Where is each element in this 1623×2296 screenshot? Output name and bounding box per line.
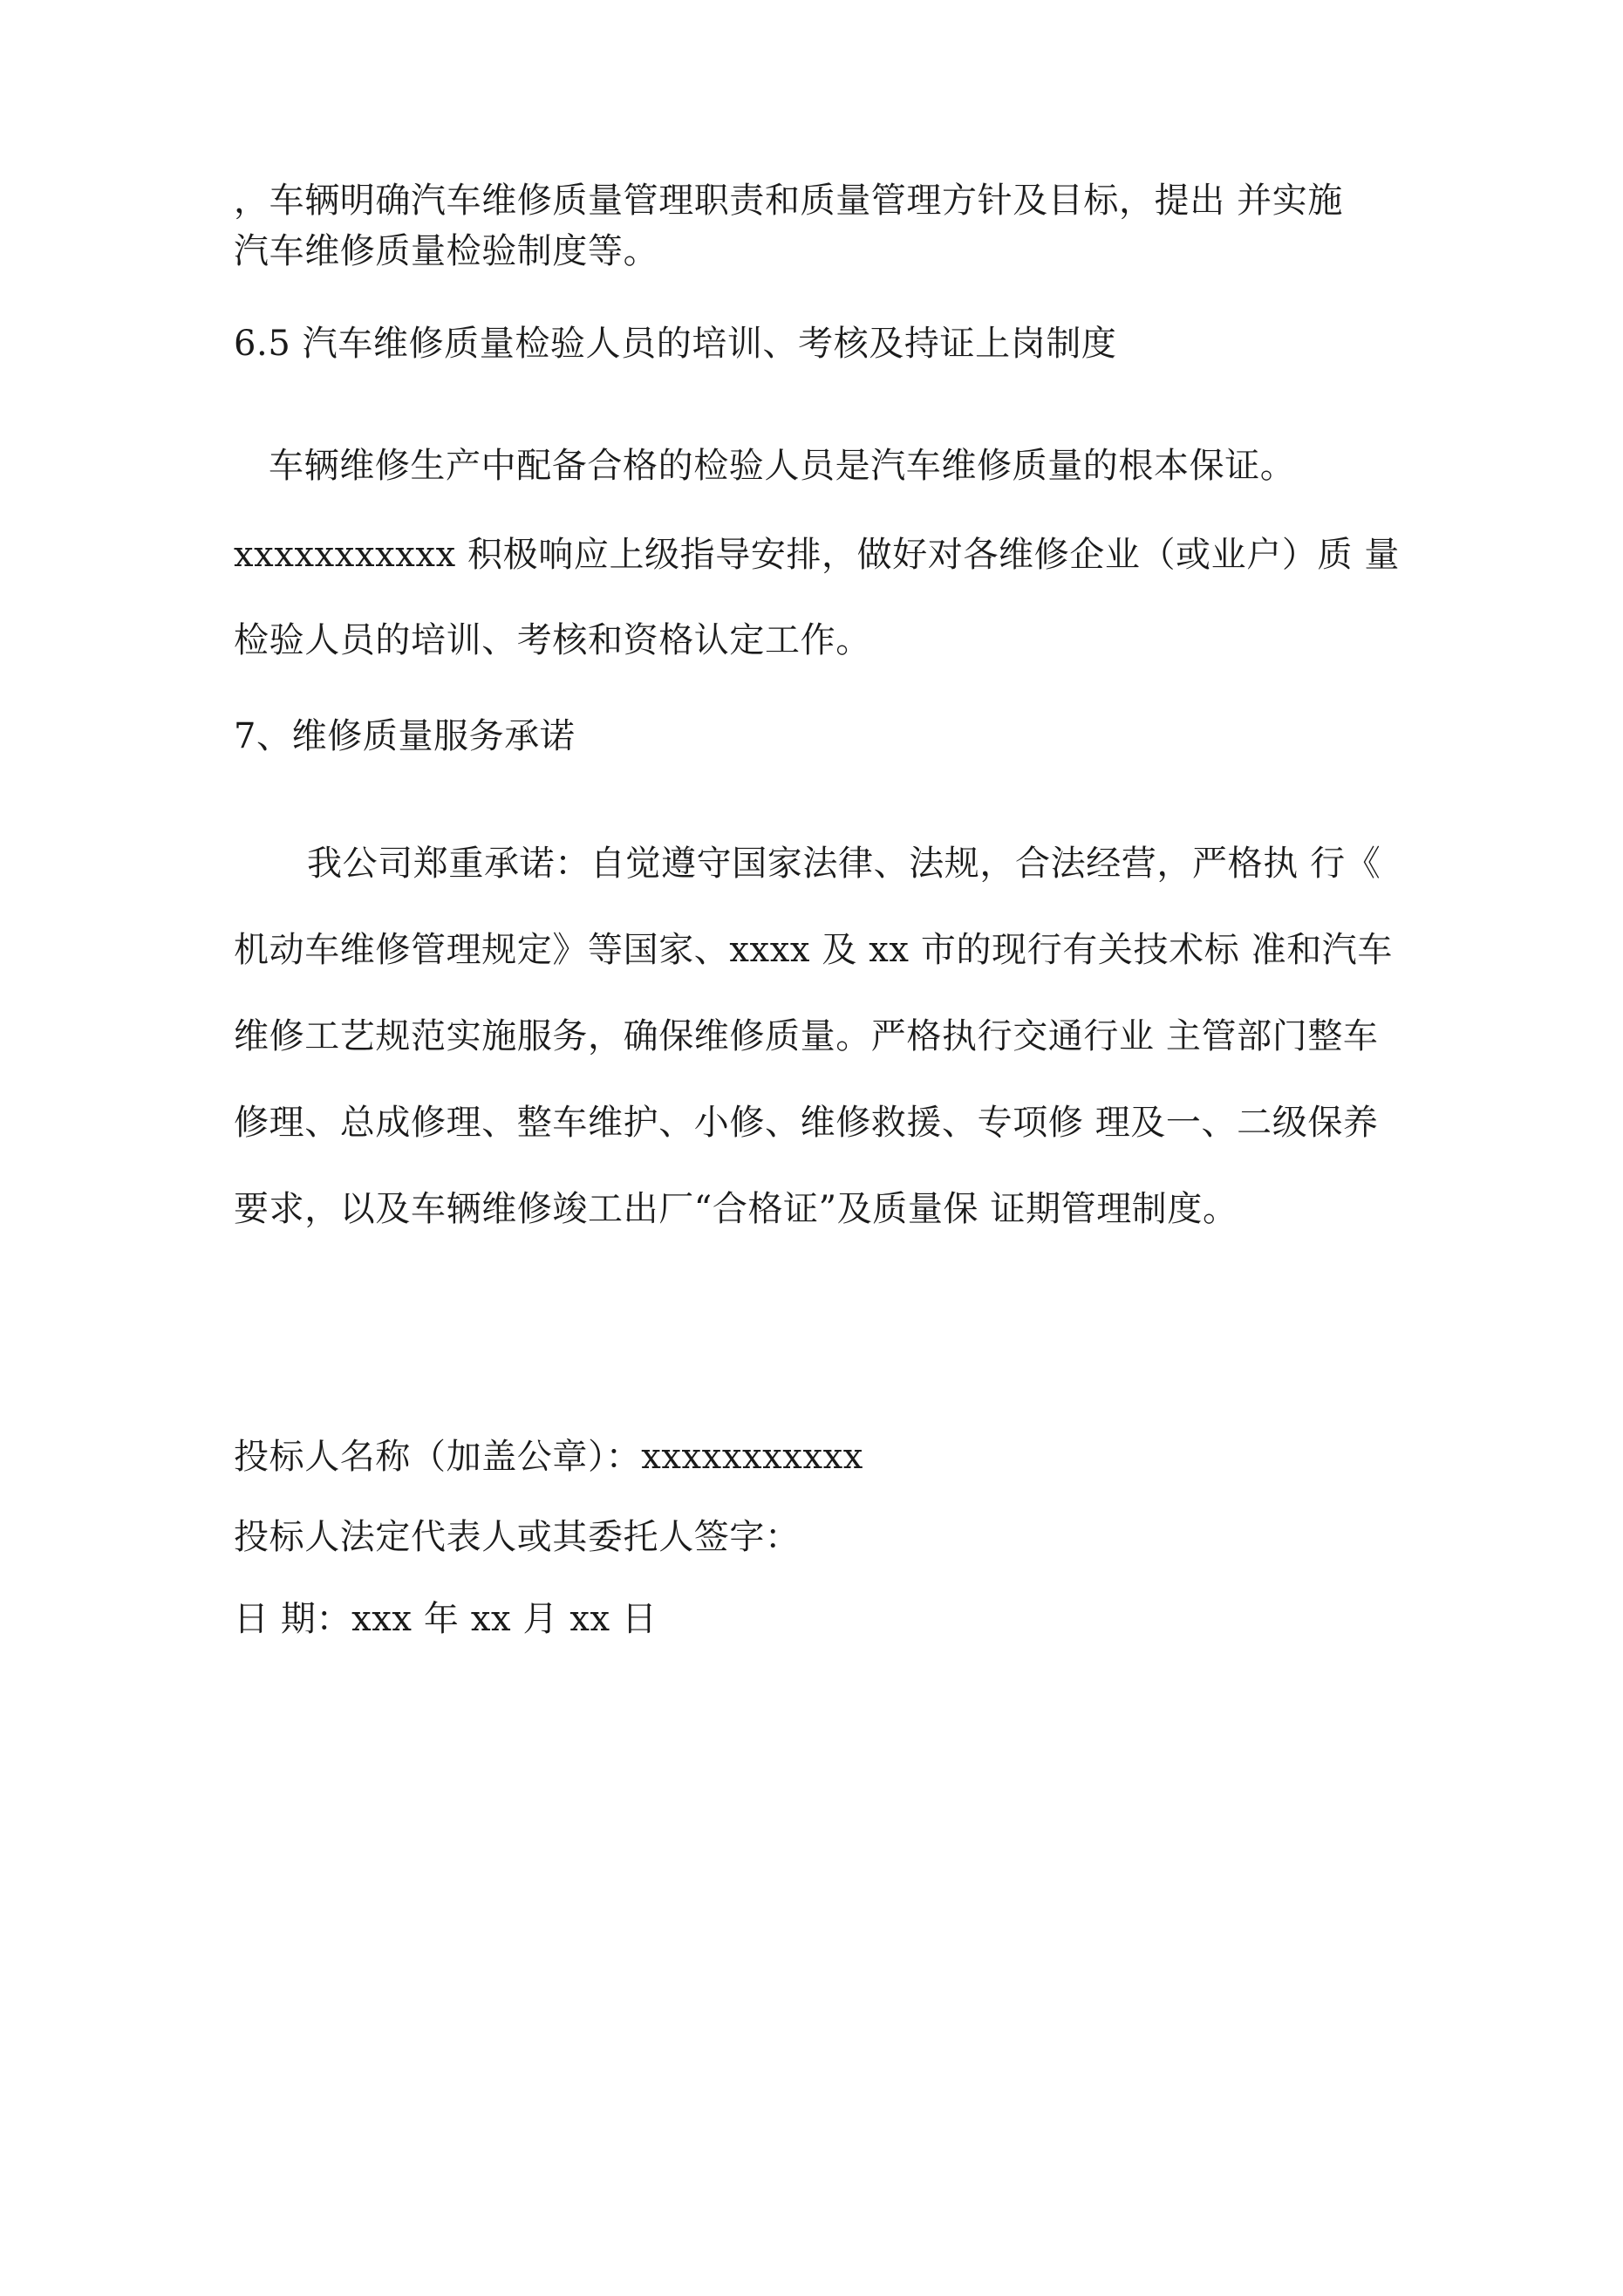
section-6-5-line-3: 检验人员的培训、考核和资格认定工作。 bbox=[234, 620, 871, 660]
section-6-5-line-2: xxxxxxxxxxx 积极响应上级指导安排，做好对各维修企业（或业户）质 量 bbox=[234, 535, 1400, 575]
section-7-line-2: 机动车维修管理规定》等国家、xxxx 及 xx 市的现行有关技术标 准和汽车 bbox=[234, 930, 1394, 970]
section-7-line-5: 要求，以及车辆维修竣工出厂“合格证”及质量保 证期管理制度。 bbox=[234, 1189, 1238, 1229]
intro-line-1: ，车辆明确汽车维修质量管理职责和质量管理方针及目标，提出 并实施 bbox=[234, 181, 1343, 221]
section-7-line-4: 修理、总成修理、整车维护、小修、维修救援、专项修 理及一、二级保养 bbox=[234, 1103, 1379, 1143]
section-6-5-line-1: 车辆维修生产中配备合格的检验人员是汽车维修质量的根本保证。 bbox=[269, 446, 1296, 486]
section-7-line-1: 我公司郑重承诺：自觉遵守国家法律、法规，合法经营，严格执 行《 bbox=[307, 844, 1381, 884]
section-6-5-heading: 6.5 汽车维修质量检验人员的培训、考核及持证上岗制度 bbox=[234, 324, 1117, 364]
representative-signature: 投标人法定代表人或其委托人签字： bbox=[234, 1517, 801, 1557]
bidder-name: 投标人名称（加盖公章）：xxxxxxxxxxx bbox=[234, 1437, 863, 1477]
section-7-heading: 7、维修质量服务承诺 bbox=[234, 716, 576, 756]
section-7-line-3: 维修工艺规范实施服务，确保维修质量。严格执行交通行业 主管部门整车 bbox=[234, 1016, 1379, 1056]
intro-line-2: 汽车维修质量检验制度等。 bbox=[234, 231, 659, 271]
signature-date: 日 期：xxx 年 xx 月 xx 日 bbox=[234, 1599, 658, 1639]
